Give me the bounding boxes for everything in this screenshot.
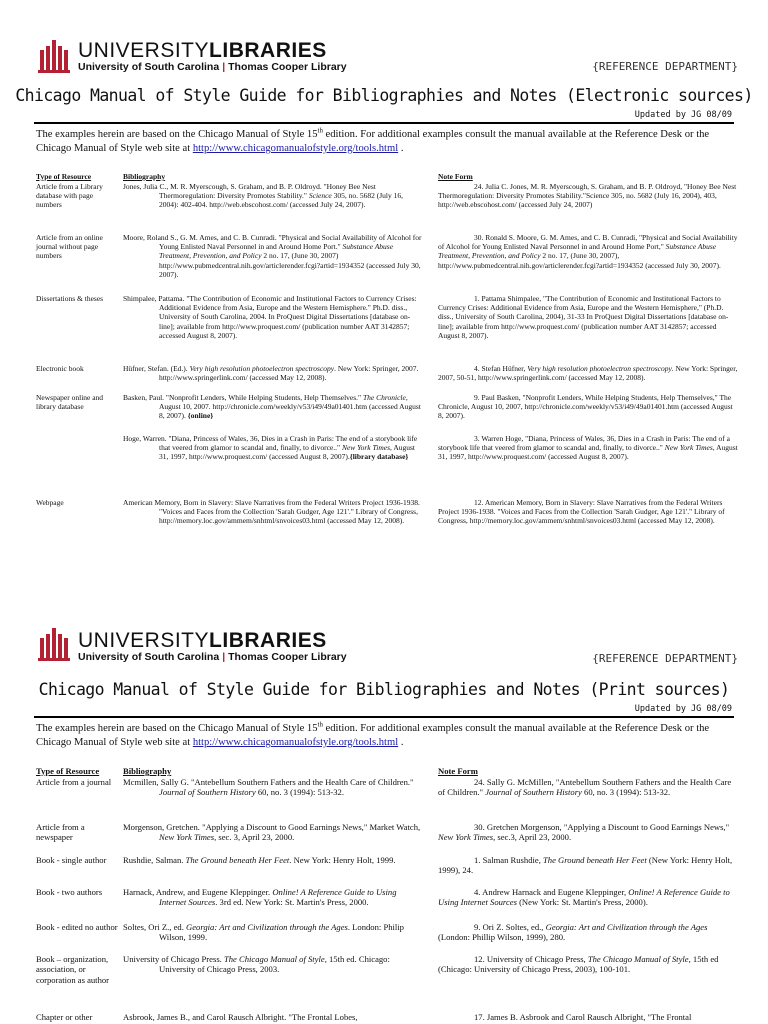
- column-header-note: Note Form: [438, 172, 473, 181]
- note-entry: 12. American Memory, Born in Slavery: Slave Narratives from the Federal Writers Project 1936-1938. "Voices and Faces from the Collection 'Sarah Gudger, Age 121'." Library of Congress, http://memory.loc.gov/ammem/snhtml/snvoices03.html (accessed May 12, 2008).: [438, 498, 725, 526]
- column-header-note: Note Form: [438, 766, 478, 776]
- bibliography-entry: Rushdie, Salman. The Ground beneath Her Feet. New York: Henry Holt, 1999.: [123, 855, 396, 865]
- note-entry: 3. Warren Hoge, "Diana, Princess of Wales, 36, Dies in a Crash in Paris: The end of a storybook life that veered from glamor to scandal and, finally, to divorce.." New York Times, August 31, 1997, http://www.proquest.com/ (accessed August 8, 2007).: [438, 434, 738, 462]
- bibliography-entry: Morgenson, Gretchen. "Applying a Discount to Good Earnings News," Market Watch, New York Times, sec. 3, April 23, 2000.: [123, 822, 421, 843]
- resource-type: Newspaper online and library database: [36, 393, 104, 412]
- intro-paragraph: The examples herein are based on the Chicago Manual of Style 15th edition. For additional examples consult the manual available at the Reference Desk or the Chicago Manual of Style web site at http://www.chicagomanualofstyle.org/tools.html .: [36, 127, 710, 154]
- department-label: {REFERENCE DEPARTMENT}: [592, 60, 738, 73]
- resource-type: Webpage: [36, 498, 64, 507]
- resource-type: Chapter or other: [36, 1012, 93, 1022]
- note-entry: 4. Stefan Hüfner, Very high resolution photoelectron spectroscopy. New York: Springer, 2007, 50-51, http://www.springerlink.com/ (accessed May 12, 2008).: [438, 364, 738, 383]
- divider: [34, 122, 734, 124]
- department-label: {REFERENCE DEPARTMENT}: [592, 652, 738, 665]
- bibliography-entry: Mcmillen, Sally G. "Antebellum Southern Fathers and the Health Care of Children." Journal of Southern History 60, no. 3 (1994): 513-32.: [123, 777, 414, 798]
- resource-type: Book - two authors: [36, 887, 103, 897]
- university-logo-mark: [36, 624, 72, 662]
- column-header-bibliography: Bibliography: [123, 766, 172, 776]
- logo-wordmark: UNIVERSITYLIBRARIES: [78, 629, 327, 652]
- note-entry: 24. Sally G. McMillen, "Antebellum Southern Fathers and the Health Care of Children." Journal of Southern History 60, no. 3 (1994): 513-32.: [438, 777, 732, 798]
- column-header-bibliography: Bibliography: [123, 172, 166, 181]
- resource-type: Electronic book: [36, 364, 84, 373]
- note-entry: 12. University of Chicago Press, The Chicago Manual of Style, 15th ed (Chicago: University of Chicago Press, 2003), 100-101.: [438, 954, 719, 975]
- logo-subtitle: University of South Carolina | Thomas Cooper Library: [78, 61, 347, 73]
- bibliography-entry: Hoge, Warren. "Diana, Princess of Wales, 36, Dies in a Crash in Paris: The end of a storybook life that veered from glamor to scandal and, finally, to divorce.." New York Times, August 31, 1997, http://www.proquest.com/ (accessed August 8, 2007).{library database}: [123, 434, 418, 462]
- cmos-tools-link[interactable]: http://www.chicagomanualofstyle.org/tools.html: [192, 143, 399, 154]
- column-header-type: Type of Resource: [36, 172, 92, 181]
- divider: [34, 716, 734, 718]
- note-entry: 4. Andrew Harnack and Eugene Kleppinger, Online! A Reference Guide to Using Internet Sources (New York: St. Martin's Press, 2000).: [438, 887, 730, 908]
- note-entry: 30. Ronald S. Moore, G. M. Ames, and C. B. Cunradi, "Physical and Social Availability of Alcohol for Young Enlisted Naval Personnel in and Around Home Port," Substance Abuse Treatment, Prevention, and Policy 2 no. 17, (June 30, 2007), http://www.pubmedcentral.nih.gov/articlerender.fcgi?artid=1934352 (accessed July 30, 2007).: [438, 233, 738, 270]
- resource-type: Article from a journal: [36, 777, 112, 787]
- note-entry: 9. Ori Z. Soltes, ed., Georgia: Art and Civilization through the Ages (London: Phillip Wilson, 1999), 280.: [438, 922, 708, 943]
- bibliography-entry: Harnack, Andrew, and Eugene Kleppinger. Online! A Reference Guide to Using Internet Sources. 3rd ed. New York: St. Martin's Press, 2000.: [123, 887, 397, 908]
- intro-paragraph: The examples herein are based on the Chicago Manual of Style 15th edition. For additional examples consult the manual available at the Reference Desk or the Chicago Manual of Style web site at http://www.chicagomanualofstyle.org/tools.html .: [36, 721, 710, 748]
- bibliography-entry: Hüfner, Stefan. (Ed.). Very high resolution photoelectron spectroscopy. New York: Springer, 2007. http://www.springerlink.com/ (accessed May 12, 2008).: [123, 364, 419, 383]
- note-entry: 1. Salman Rushdie, The Ground beneath Her Feet (New York: Henry Holt, 1999), 24.: [438, 855, 733, 876]
- resource-type: Book – organization, association, or corporation as author: [36, 954, 110, 985]
- resource-type: Article from an online journal without page numbers: [36, 233, 103, 261]
- university-logo-mark: [36, 36, 72, 74]
- bibliography-entry: American Memory, Born in Slavery: Slave Narratives from the Federal Writers Project 1936-1938. "Voices and Faces from the Collection 'Sarah Gudger, Age 121'." Library of Congress, http://memory.loc.gov/ammem/snhtml/snvoices03.html (accessed May 12, 2008).: [123, 498, 420, 526]
- updated-note: Updated by JG 08/09: [634, 110, 732, 120]
- note-entry: 24. Julia C. Jones, M. R. Myerscough, S. Graham, and B. P. Oldroyd, "Honey Bee Nest Thermoregulation: Diversity Promotes Stability."Science 305, no. 5682 (July 16, 2004), 403, http://web.ebscohost.com/ (accessed July 24, 2007): [438, 182, 737, 210]
- page-title: Chicago Manual of Style Guide for Bibliographies and Notes (Electronic sources): [15, 86, 753, 105]
- note-entry: 17. James B. Asbrook and Carol Rausch Albright, "The Frontal: [474, 1012, 692, 1022]
- logo-subtitle: University of South Carolina | Thomas Cooper Library: [78, 651, 347, 663]
- bibliography-entry: Moore, Roland S., G. M. Ames, and C. B. Cunradi. "Physical and Social Availability of Alcohol for Young Enlisted Naval Personnel in and Around Home Port." Substance Abuse Treatment, Prevention, and Policy 2 no. 17, (June 30, 2007) http://www.pubmedcentral.nih.gov/articlerender.fcgi?artid=1934352 (accessed July 30, 2007).: [123, 233, 422, 279]
- logo-wordmark: UNIVERSITYLIBRARIES: [78, 39, 327, 62]
- note-entry: 1. Pattama Shimpalee, "The Contribution of Economic and Institutional Factors to Currency Crises: Additional Evidence from Asia, Europe and the Western Hemisphere," (Ph.D. diss., University of South Carolina, 2004), 31-33 In ProQuest Digital Dissertations [database on-line]; available from http://www.proquest.com/ (publication number AAT 3142857; accessed August 8, 2007).: [438, 294, 729, 340]
- cmos-tools-link[interactable]: http://www.chicagomanualofstyle.org/tools.html: [192, 737, 399, 748]
- note-entry: 9. Paul Basken, "Nonprofit Lenders, While Helping Students, Help Themselves," The Chronicle, August 10, 2007, http://chronicle.com/weekly/v53/i49/49a01401.htm (accessed August 8, 2007).: [438, 393, 733, 421]
- bibliography-entry: Basken, Paul. "Nonprofit Lenders, While Helping Students, Help Themselves." The Chronicle, August 10, 2007. http://chronicle.com/weekly/v53/i49/49a01401.htm (accessed August 8, 2007). {online}: [123, 393, 421, 421]
- page-title: Chicago Manual of Style Guide for Bibliographies and Notes (Print sources): [38, 680, 730, 699]
- resource-type: Article from a newspaper: [36, 822, 85, 843]
- bibliography-entry: University of Chicago Press. The Chicago Manual of Style, 15th ed. Chicago: University of Chicago Press, 2003.: [123, 954, 390, 975]
- column-header-type: Type of Resource: [36, 766, 100, 776]
- bibliography-entry: Asbrook, James B., and Carol Rausch Albright. "The Frontal Lobes,: [123, 1012, 358, 1022]
- bibliography-entry: Soltes, Ori Z., ed. Georgia: Art and Civilization through the Ages. London: Philip Wilson, 1999.: [123, 922, 404, 943]
- resource-type: Article from a Library database with page numbers: [36, 182, 103, 210]
- resource-type: Dissertations & theses: [36, 294, 104, 303]
- updated-note: Updated by JG 08/09: [634, 704, 732, 714]
- resource-type: Book - edited no author: [36, 922, 118, 932]
- bibliography-entry: Shimpalee, Pattama. "The Contribution of Economic and Institutional Factors to Currency Crises: Additional Evidence from Asia, Europe and the Western Hemisphere." Ph.D. diss., University of South Carolina, 2004. In ProQuest Digital Dissertations [database on-line]; available from http://www.proquest.com/ (publication number AAT 3142857; accessed August 8, 2007).: [123, 294, 417, 340]
- bibliography-entry: Jones, Julia C., M. R. Myerscough, S. Graham, and B. P. Oldroyd. "Honey Bee Nest Thermoregulation: Diversity Promotes Stability." Science 305, no. 5682 (July 16, 2004): 402-404. http://web.ebscohost.com/ (accessed July 24, 2007).: [123, 182, 404, 210]
- resource-type: Book - single author: [36, 855, 107, 865]
- note-entry: 30. Gretchen Morgenson, "Applying a Discount to Good Earnings News," New York Times, sec.3, April 23, 2000.: [438, 822, 730, 843]
